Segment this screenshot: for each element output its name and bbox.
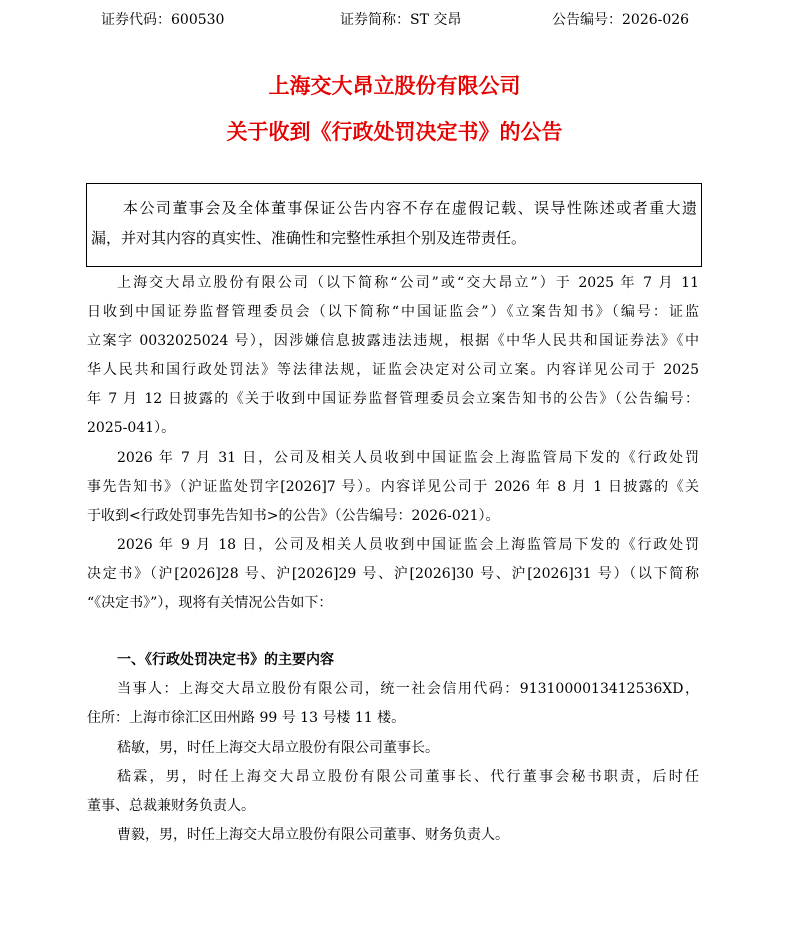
paragraph-line: 日收到中国证券监督管理委员会（以下简称“中国证监会”）《立案告知书》（编号：证监 xyxy=(87,304,699,320)
announcement-title: 关于收到《行政处罚决定书》的公告 xyxy=(226,120,563,144)
paragraph-line: 住所：上海市徐汇区田州路 99 号 13 号楼 11 楼。 xyxy=(87,710,406,726)
notice-number: 公告编号：2026-026 xyxy=(552,12,690,28)
statement-line: 本公司董事会及全体董事保证公告内容不存在虚假记载、误导性陈述或者重大遗 xyxy=(123,199,697,217)
board-statement-box xyxy=(86,183,702,267)
paragraph-line: 于收到<行政处罚事先告知书>的公告》（公告编号：2026-021）。 xyxy=(87,508,500,524)
paragraph-line: 决定书》（沪[2026]28 号、沪[2026]29 号、沪[2026]30 号、沪[2026]31 号）（以下简称 xyxy=(87,566,699,582)
paragraph-line: 2025-041）。 xyxy=(87,420,176,436)
paragraph-line: 2026 年 7 月 31 日，公司及相关人员收到中国证监会上海监管局下发的《行政处罚 xyxy=(117,450,699,466)
section-heading: 一、《行政处罚决定书》的主要内容 xyxy=(117,652,334,668)
paragraph-line: 华人民共和国行政处罚法》等法律法规，证监会决定对公司立案。内容详见公司于 2025 xyxy=(87,362,699,378)
paragraph-line: 当事人：上海交大昂立股份有限公司，统一社会信用代码：9131000013412536XD， xyxy=(117,681,699,697)
paragraph-line: 嵇敏，男，时任上海交大昂立股份有限公司董事长。 xyxy=(117,740,439,756)
paragraph-line: 事先告知书》（沪证监处罚字[2026]7 号）。内容详见公司于 2026 年 8 月 1 日披露的《关 xyxy=(87,479,699,495)
stock-short-name: 证券简称：ST 交昂 xyxy=(340,12,462,28)
statement-line: 漏，并对其内容的真实性、准确性和完整性承担个别及连带责任。 xyxy=(91,229,527,247)
paragraph-line: 立案字 0032025024 号），因涉嫌信息披露违法违规，根据《中华人民共和国证券法》《中 xyxy=(87,333,699,349)
document-header xyxy=(0,10,789,30)
paragraph-line: “《决定书》”），现将有关情况公告如下： xyxy=(87,595,333,611)
paragraph-line: 嵇霖，男，时任上海交大昂立股份有限公司董事长、代行董事会秘书职责，后时任 xyxy=(117,769,699,785)
paragraph-line: 2026 年 9 月 18 日，公司及相关人员收到中国证监会上海监管局下发的《行政处罚 xyxy=(117,537,699,553)
paragraph-line: 曹毅，男，时任上海交大昂立股份有限公司董事、财务负责人。 xyxy=(117,827,509,843)
company-title: 上海交大昂立股份有限公司 xyxy=(268,74,521,98)
stock-code: 证券代码：600530 xyxy=(101,12,225,28)
paragraph-line: 董事、总裁兼财务负责人。 xyxy=(87,798,255,814)
paragraph-line: 上海交大昂立股份有限公司（以下简称“公司”或“交大昂立”）于 2025 年 7 月 11 xyxy=(117,275,699,291)
paragraph-line: 年 7 月 12 日披露的《关于收到中国证券监督管理委员会立案告知书的公告》（公告编号： xyxy=(87,391,699,407)
